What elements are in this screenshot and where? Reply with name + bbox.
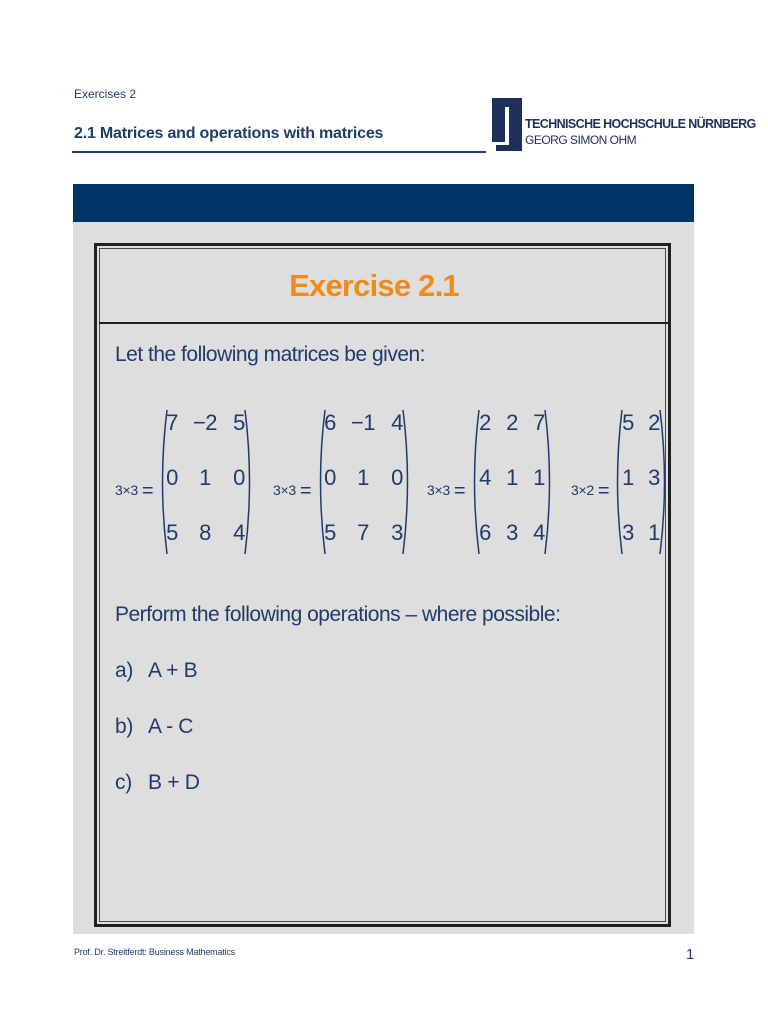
matrix-cell: 1	[648, 520, 660, 545]
task-letter: a)	[115, 659, 134, 682]
matrix-cell: 4	[391, 410, 403, 435]
matrix-cell: 4	[233, 520, 245, 545]
matrix-cell: 2	[648, 410, 660, 435]
operations-intro: Perform the following operations – where possible:	[115, 603, 561, 626]
task-expression: A - C	[148, 715, 194, 738]
matrix-cell: 4	[533, 520, 545, 545]
matrix-cell: 0	[233, 465, 245, 490]
matrix-cell: 0	[166, 465, 178, 490]
matrix-cell: −2	[192, 410, 218, 435]
equals-sign: =	[299, 480, 312, 502]
matrix-cell: 0	[324, 465, 336, 490]
matrix-cell: 2	[479, 410, 491, 435]
matrix-cell: 8	[199, 520, 211, 545]
matrix-cell: 3	[622, 520, 634, 545]
matrix-cell: 3	[391, 520, 403, 545]
task-expression: B + D	[148, 771, 200, 794]
matrix-cell: 6	[324, 410, 336, 435]
matrix-cell: 7	[166, 410, 178, 435]
title-divider	[99, 322, 668, 324]
matrix-cell: 7	[533, 410, 545, 435]
matrix-cell: 1	[533, 465, 545, 490]
matrix-dimension: 3×3	[273, 482, 296, 498]
matrix-dimension: 3×3	[115, 482, 138, 498]
header-bar	[73, 184, 694, 222]
matrix-cell: 1	[199, 465, 211, 490]
logo-line-1: TECHNISCHE HOCHSCHULE NÜRNBERG	[525, 117, 756, 131]
matrix-dimension: 3×3	[427, 482, 450, 498]
matrix-cell: −1	[350, 410, 376, 435]
logo-line-2: GEORG SIMON OHM	[525, 133, 637, 147]
task-letter: c)	[115, 771, 132, 794]
matrix-cell: 2	[506, 410, 518, 435]
task-letter: b)	[115, 715, 134, 738]
matrix-label-4	[571, 478, 609, 501]
section-label: Exercises 2	[74, 87, 137, 101]
matrix-cell: 5	[324, 520, 336, 545]
heading-underline	[72, 151, 486, 153]
equals-sign: =	[597, 480, 610, 502]
footer-author: Prof. Dr. Streitferdt: Business Mathematics	[74, 947, 235, 957]
matrix-cell: 7	[357, 520, 369, 545]
page-heading: 2.1 Matrices and operations with matrices	[74, 125, 384, 142]
equals-sign: =	[141, 480, 154, 502]
equals-sign: =	[453, 480, 466, 502]
matrix-dimension: 3×2	[571, 482, 594, 498]
matrix-b	[315, 408, 413, 556]
matrix-cell: 1	[622, 465, 634, 490]
page-number: 1	[686, 946, 695, 963]
matrix-cell: 6	[479, 520, 491, 545]
matrix-cell: 5	[622, 410, 634, 435]
matrix-label-1	[115, 478, 153, 501]
university-logo-mark	[492, 98, 524, 152]
matrix-cell: 4	[479, 465, 491, 490]
exercise-title: Exercise 2.1	[289, 268, 459, 303]
matrix-cell: 1	[357, 465, 369, 490]
matrix-cell: 5	[233, 410, 245, 435]
matrix-label-3	[427, 478, 465, 501]
matrix-cell: 3	[506, 520, 518, 545]
matrix-label-2	[273, 478, 311, 501]
matrix-cell: 3	[648, 465, 660, 490]
matrix-a	[157, 408, 255, 556]
matrix-d	[612, 408, 670, 556]
matrix-cell: 5	[166, 520, 178, 545]
task-expression: A + B	[148, 659, 198, 682]
university-logo	[492, 98, 756, 152]
intro-text: Let the following matrices be given:	[115, 343, 426, 366]
matrix-cell: 0	[391, 465, 403, 490]
matrix-c	[469, 408, 555, 556]
matrix-cell: 1	[506, 465, 518, 490]
